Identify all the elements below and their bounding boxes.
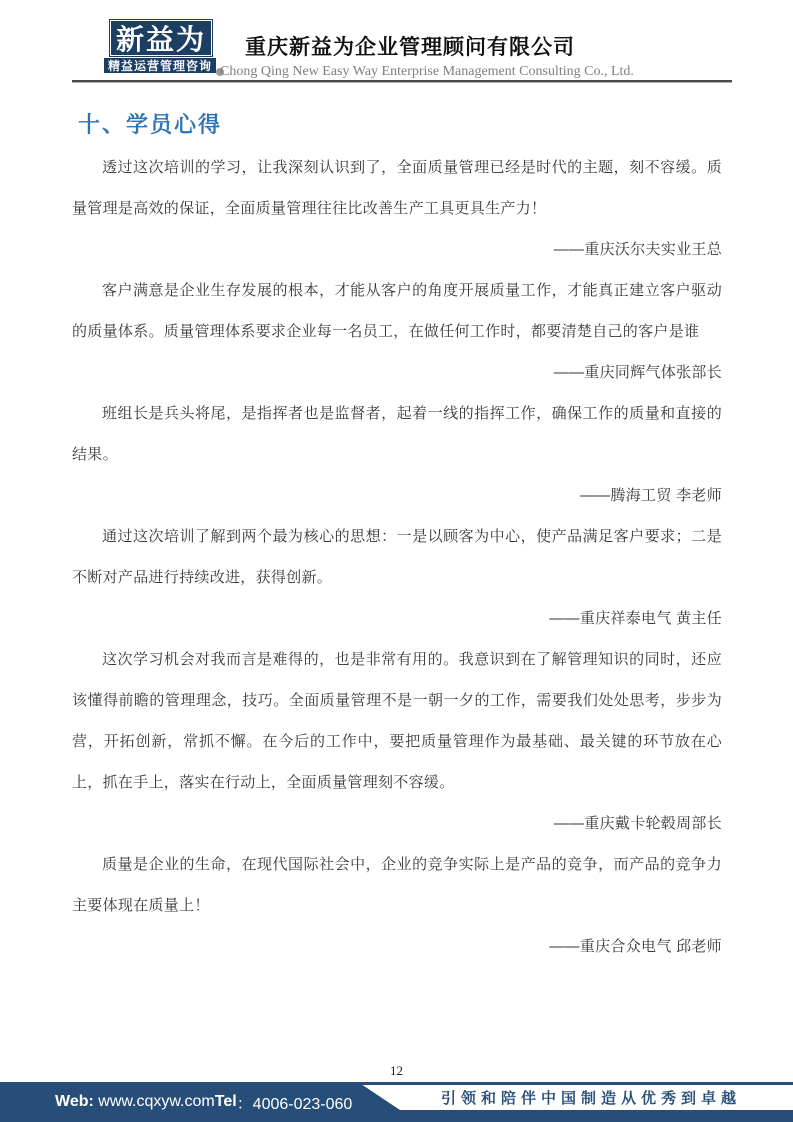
footer-web-label: Web: <box>55 1093 94 1110</box>
testimonial-attribution: ——重庆沃尔夫实业王总 <box>553 241 722 258</box>
footer-slogan: 引领和陪伴中国制造从优秀到卓越 <box>440 1090 741 1107</box>
company-name-chinese: 重庆新益为企业管理顾问有限公司 <box>245 36 575 59</box>
footer-tel-label: Tel <box>214 1093 237 1110</box>
page-number: 12 <box>390 1063 403 1078</box>
testimonial-text: 班组长是兵头将尾，是指挥者也是监督者，起着一线的指挥工作，确保工作的质量和直接的结果。 <box>72 405 722 463</box>
testimonial-text: 这次学习机会对我而言是难得的，也是非常有用的。我意识到在了解管理知识的同时，还应该懂得前瞻的管理理念，技巧。全面质量管理不是一朝一夕的工作，需要我们处处思考，步步为营，开拓创新，常抓不懈。在今后的工作中，要把质量管理作为最基础、最关键的环节放在心上，抓在手上，落实在行动上，全面质量管理刻不容缓。 <box>72 651 722 791</box>
testimonial-attribution: ——重庆祥泰电气 黄主任 <box>549 610 722 627</box>
testimonial-attribution: ——腾海工贸 李老师 <box>579 487 722 504</box>
header-divider <box>72 80 732 83</box>
testimonial-text: 透过这次培训的学习，让我深刻认识到了，全面质量管理已经是时代的主题，刻不容缓。质量管理是高效的保证，全面质量管理往往比改善生产工具更具生产力！ <box>72 159 722 217</box>
testimonial-attribution: ——重庆同辉气体张部长 <box>553 364 722 381</box>
company-logo <box>104 20 222 73</box>
footer-web-url: www.cqxyw.com <box>93 1093 215 1110</box>
testimonials-section <box>72 147 722 967</box>
testimonial-attribution: ——重庆合众电气 邱老师 <box>549 938 722 955</box>
section-title: 十、学员心得 <box>78 112 223 137</box>
company-header <box>220 31 634 80</box>
testimonial-attribution: ——重庆戴卡轮毂周部长 <box>553 815 722 832</box>
footer-contact-text <box>55 1082 352 1122</box>
footer-diagonal-shape <box>358 1082 400 1110</box>
footer-tel-number: ：4006-023-060 <box>236 1095 353 1113</box>
page-footer <box>0 1082 793 1122</box>
logo-subtitle: 精益运营管理咨询 <box>104 58 216 73</box>
testimonial-text: 客户满意是企业生存发展的根本，才能从客户的角度开展质量工作，才能真正建立客户驱动的质量体系。质量管理体系要求企业每一名员工，在做任何工作时，都要清楚自己的客户是谁 <box>72 282 722 340</box>
logo-main-text: 新益为 <box>110 20 212 56</box>
testimonial-text: 质量是企业的生命，在现代国际社会中，企业的竞争实际上是产品的竞争，而产品的竞争力主要体现在质量上！ <box>72 856 722 914</box>
testimonial-text: 通过这次培训了解到两个最为核心的思想：一是以顾客为中心，使产品满足客户要求；二是不断对产品进行持续改进，获得创新。 <box>72 528 722 586</box>
company-name-english: Chong Qing New Easy Way Enterprise Management Consulting Co., Ltd. <box>220 64 634 79</box>
